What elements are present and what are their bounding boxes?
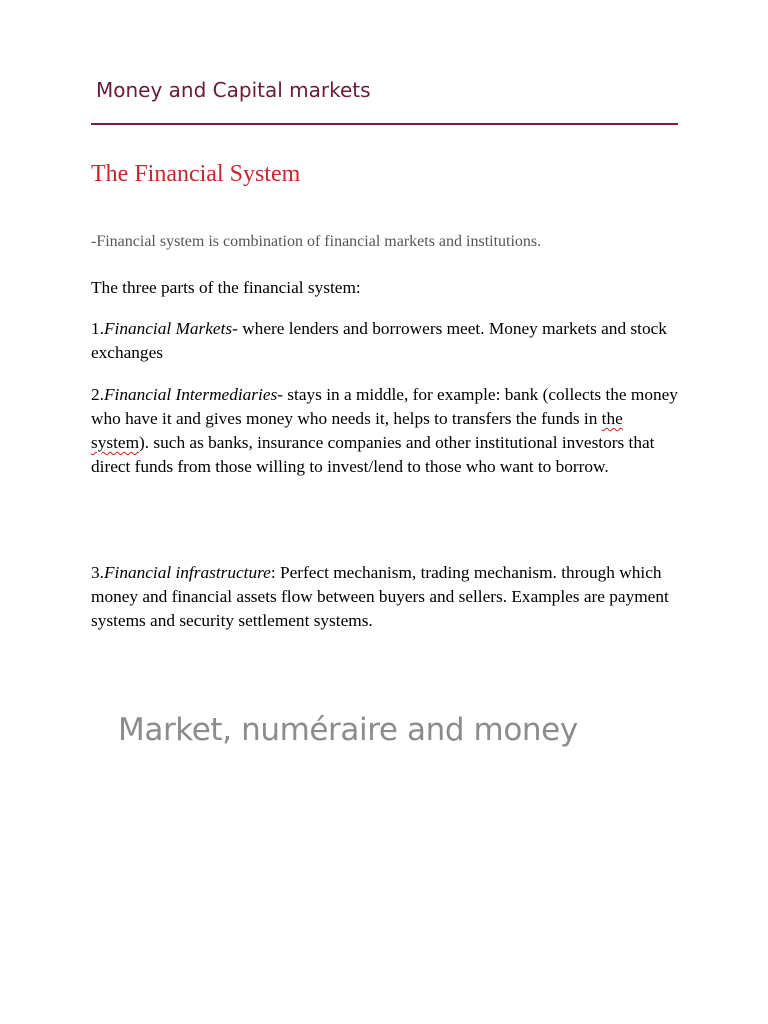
part-description-continued: ). such as banks, insurance companies and other institutional investors that direct funds from those willing to invest/lend to those who want to borrow. [91,433,655,476]
document-header-title: Money and Capital markets [96,78,371,102]
part-description: : Perfect mechanism, trading mechanism. through which money and financial assets flow between buyers and sellers. Examples are payment systems and security settlement systems. [91,563,669,630]
part-term: Financial Markets [103,319,233,338]
embedded-slide-title: Market, numéraire and money [118,712,578,748]
part-description: - where lenders and borrowers meet. Money markets and stock exchanges [91,319,667,362]
spellcheck-underlined-phrase: the system [91,409,623,452]
intro-sentence: -Financial system is combination of financial markets and institutions. [91,233,542,250]
part-description: - stays in a middle, for example: bank (collects the money who have it and gives money who needs it, helps to transfers the funds in [91,385,678,428]
part-financial-markets [91,317,681,365]
part-number: 1. [91,319,104,338]
header-divider [91,123,678,125]
part-financial-infrastructure [91,561,681,633]
part-financial-intermediaries [91,383,681,479]
part-term: Financial Intermediaries [103,385,278,404]
part-number: 3. [91,563,104,582]
part-term: Financial infrastructure [103,563,271,582]
three-parts-heading: The three parts of the financial system: [91,278,361,297]
section-title: The Financial System [91,161,301,187]
part-number: 2. [91,385,104,404]
